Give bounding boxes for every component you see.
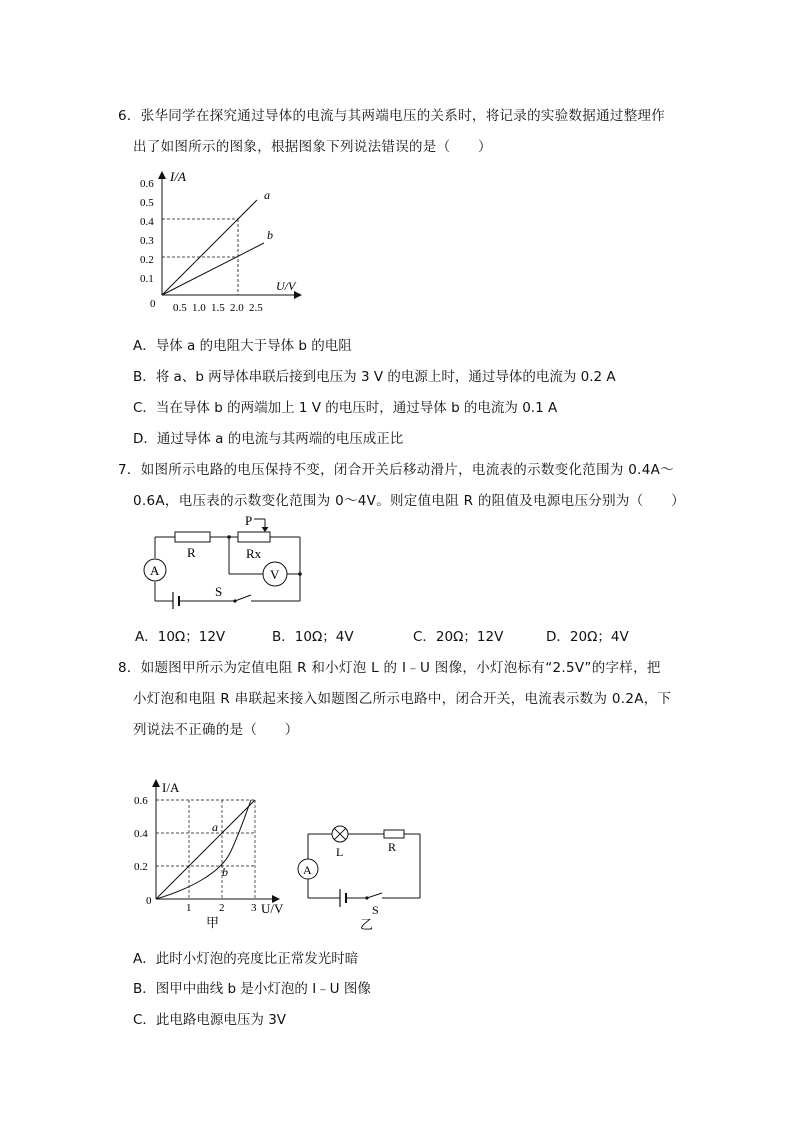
- q6-x-tick: 1.0: [192, 302, 206, 314]
- q7-label-r: R: [187, 545, 196, 560]
- q6-y-tick: 0.6: [140, 178, 154, 190]
- q7-option-d[interactable]: D．20Ω；4V: [546, 629, 629, 645]
- q8-option-a[interactable]: A．此时小灯泡的亮度比正常发光时暗: [133, 951, 359, 967]
- q8-switch-blade: [367, 893, 382, 898]
- q8-ammeter-label: A: [303, 863, 312, 877]
- q7-label-rx: Rx: [246, 546, 262, 561]
- q8-y-tick: 0.4: [134, 828, 148, 840]
- q6-line-b: [162, 243, 264, 295]
- q7-option-b[interactable]: B．10Ω；4V: [272, 629, 354, 645]
- q6-stem-line2: 出了如图所示的图象，根据图象下列说法错误的是（ ）: [133, 139, 492, 155]
- q8-x-label: U/V: [261, 901, 284, 916]
- q6-option-d[interactable]: D．通过导体 a 的电流与其两端的电压成正比: [133, 431, 404, 447]
- q6-x-tick: 1.5: [211, 302, 225, 314]
- q8-label-r: R: [388, 840, 397, 854]
- q8-x-tick: 1: [186, 902, 192, 914]
- q6-graph: [130, 165, 310, 325]
- q8-origin: 0: [146, 895, 152, 907]
- q7-switch-blade: [235, 595, 251, 601]
- q8-resistor: [384, 830, 404, 838]
- q7-stem-line1: 7．如图所示电路的电压保持不变，闭合开关后移动滑片，电流表的示数变化范围为 0.4A～: [118, 462, 674, 478]
- q8-y-label: I/A: [162, 780, 180, 795]
- q6-y-tick: 0.3: [140, 235, 154, 247]
- q8-label-l: L: [336, 845, 344, 859]
- q7-junction: [227, 535, 231, 539]
- q8-label-a: a: [212, 820, 218, 834]
- q6-label-b: b: [267, 228, 273, 242]
- q7-option-c[interactable]: C．20Ω；12V: [413, 629, 504, 645]
- q8-label-b: b: [222, 865, 228, 879]
- q6-x-tick: 0.5: [173, 302, 187, 314]
- q7-resistor-r: [175, 532, 210, 542]
- q6-option-a[interactable]: A．导体 a 的电阻大于导体 b 的电阻: [133, 338, 352, 354]
- q8-graph-jia: [130, 773, 290, 933]
- q7-slider-arrowhead: [262, 527, 269, 532]
- q8-option-b[interactable]: B．图甲中曲线 b 是小灯泡的 I﹣U 图像: [133, 981, 371, 997]
- q7-label-s: S: [215, 584, 223, 599]
- q7-stem-line2: 0.6A，电压表的示数变化范围为 0～4V。则定值电阻 R 的阻值及电源电压分别为（ ）: [133, 493, 685, 509]
- q6-x-tick: 2.5: [249, 302, 263, 314]
- q8-y-tick: 0.2: [134, 861, 148, 873]
- q6-y-tick: 0.1: [140, 273, 154, 285]
- q7-junction: [298, 572, 302, 576]
- q7-option-a[interactable]: A．10Ω；12V: [135, 629, 226, 645]
- q6-x-tick: 2.0: [230, 302, 244, 314]
- q8-caption-jia: 甲: [206, 915, 220, 930]
- q8-stem-line2: 小灯泡和电阻 R 串联起来接入如题图乙所示电路中，闭合开关，电流表示数为 0.2A，下: [133, 691, 672, 707]
- q6-y-tick: 0.2: [140, 254, 154, 266]
- q8-curve-a: [156, 800, 255, 899]
- q8-stem-line1: 8．如题图甲所示为定值电阻 R 和小灯泡 L 的 I﹣U 图像，小灯泡标有“2.5V”的字样，把: [118, 660, 661, 676]
- q6-option-c[interactable]: C．当在导体 b 的两端加上 1 V 的电压时，通过导体 b 的电流为 0.1 A: [133, 400, 558, 416]
- q6-label-a: a: [264, 188, 270, 202]
- q8-y-tick: 0.6: [134, 795, 148, 807]
- q8-circuit-yi: [292, 818, 432, 933]
- q8-x-tick: 2: [219, 902, 225, 914]
- q7-label-p: P: [245, 514, 253, 528]
- q8-x-tick: 3: [251, 902, 257, 914]
- q7-voltmeter-label: V: [270, 567, 280, 582]
- q6-y-tick: 0.4: [140, 216, 154, 228]
- q8-stem-line3: 列说法不正确的是（ ）: [133, 722, 299, 738]
- q7-ammeter-label: A: [150, 563, 160, 578]
- q6-origin: 0: [150, 298, 156, 310]
- q6-x-label: U/V: [276, 279, 296, 293]
- q7-rheostat: [238, 532, 270, 542]
- q6-y-label: I/A: [170, 169, 186, 184]
- q8-caption-yi: 乙: [360, 917, 374, 932]
- q8-label-s: S: [372, 903, 379, 917]
- q7-circuit: [135, 514, 310, 609]
- q6-line-a: [162, 200, 257, 295]
- q6-y-tick: 0.5: [140, 197, 154, 209]
- q6-option-b[interactable]: B．将 a、b 两导体串联后接到电压为 3 V 的电源上时，通过导体的电流为 0.2 A: [133, 369, 616, 385]
- q8-option-c[interactable]: C．此电路电源电压为 3V: [133, 1012, 287, 1028]
- q6-stem-line1: 6．张华同学在探究通过导体的电流与其两端电压的关系时，将记录的实验数据通过整理作: [118, 108, 666, 124]
